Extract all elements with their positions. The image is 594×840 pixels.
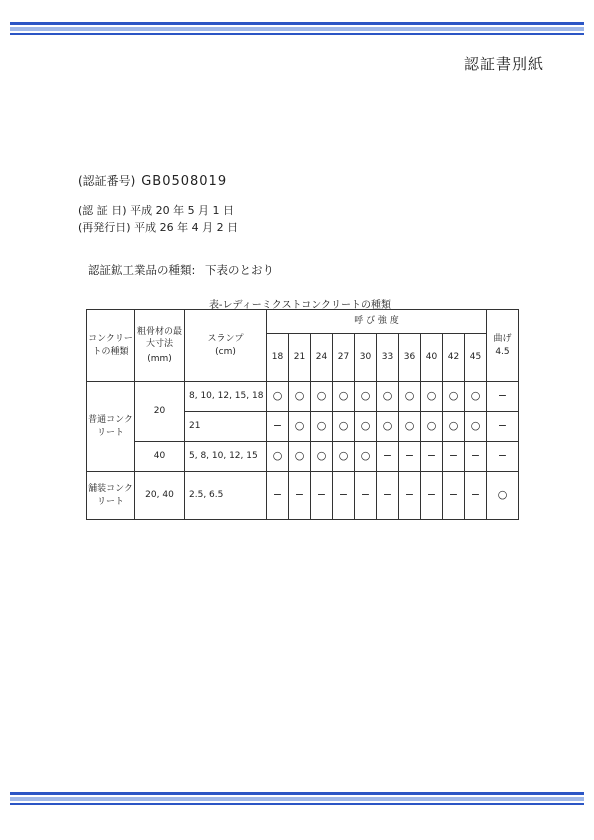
- mark-cell: ○: [289, 412, 311, 442]
- strength-col-header: 36: [399, 334, 421, 382]
- mark-cell: ○: [443, 382, 465, 412]
- mark-cell: ○: [421, 412, 443, 442]
- mark-cell: −: [443, 442, 465, 472]
- header-max-aggregate: [135, 310, 185, 382]
- product-type-label: 認証鉱工業品の種類:: [88, 263, 196, 277]
- mark-cell: ○: [311, 382, 333, 412]
- reissue-date-label: (再発行日): [78, 221, 131, 234]
- table-row: [87, 382, 519, 412]
- mark-cell: −: [267, 412, 289, 442]
- product-type-value: 下表のとおり: [205, 263, 275, 277]
- header-slump-unit: (cm): [215, 346, 236, 357]
- header-slump: [185, 310, 267, 382]
- strength-col-header: 42: [443, 334, 465, 382]
- mark-cell: −: [399, 472, 421, 520]
- reissue-date-value: 平成 26 年 4 月 2 日: [134, 221, 239, 234]
- mark-cell: −: [443, 472, 465, 520]
- mark-cell: ○: [355, 412, 377, 442]
- mark-cell: ○: [311, 442, 333, 472]
- reissue-date: [78, 219, 238, 235]
- mark-cell: −: [377, 442, 399, 472]
- certification-date-label: (認 証 日): [78, 204, 127, 217]
- certificate-number-value: GB0508019: [141, 174, 228, 189]
- mark-cell: ○: [377, 412, 399, 442]
- mark-cell: ○: [465, 382, 487, 412]
- mark-cell: −: [267, 472, 289, 520]
- certificate-number-label: (認証番号): [78, 174, 136, 188]
- header-nominal-strength: 呼 び 強 度: [267, 310, 487, 334]
- mark-cell: −: [399, 442, 421, 472]
- mark-cell: ○: [355, 382, 377, 412]
- concrete-types-table: [86, 309, 519, 520]
- mark-cell: ○: [355, 442, 377, 472]
- mark-cell: ○: [333, 412, 355, 442]
- certification-date-value: 平成 20 年 5 月 1 日: [130, 204, 235, 217]
- table-title: 表-レディーミクストコンクリートの種類: [208, 300, 392, 311]
- mark-cell: −: [311, 472, 333, 520]
- header-flexural-label: 曲げ: [493, 334, 512, 345]
- header-flexural-value: 4.5: [495, 346, 510, 357]
- document-title: 認証書別紙: [463, 55, 544, 73]
- aggregate-cell: 20, 40: [135, 472, 185, 520]
- aggregate-cell: 20: [135, 382, 185, 442]
- table-row: [87, 472, 519, 520]
- mark-cell: ○: [487, 472, 519, 520]
- mark-cell: ○: [311, 412, 333, 442]
- header-max-aggregate-unit: (mm): [147, 353, 172, 364]
- mark-cell: ○: [465, 412, 487, 442]
- bottom-border-band: [10, 792, 584, 805]
- slump-cell: 8, 10, 12, 15, 18: [185, 382, 267, 412]
- mark-cell: −: [465, 442, 487, 472]
- mark-cell: ○: [289, 382, 311, 412]
- mark-cell: −: [487, 442, 519, 472]
- slump-cell: 21: [185, 412, 267, 442]
- mark-cell: −: [465, 472, 487, 520]
- header-max-aggregate-label: 粗骨材の最大寸法: [136, 327, 182, 350]
- mark-cell: ○: [443, 412, 465, 442]
- certification-date: [78, 202, 234, 218]
- strength-col-header: 18: [267, 334, 289, 382]
- product-type: [88, 262, 274, 278]
- mark-cell: −: [421, 442, 443, 472]
- slump-cell: 2.5, 6.5: [185, 472, 267, 520]
- mark-cell: −: [487, 382, 519, 412]
- mark-cell: −: [421, 472, 443, 520]
- mark-cell: −: [355, 472, 377, 520]
- strength-col-header: 27: [333, 334, 355, 382]
- top-border-band: [10, 22, 584, 35]
- mark-cell: −: [333, 472, 355, 520]
- mark-cell: ○: [377, 382, 399, 412]
- strength-col-header: 40: [421, 334, 443, 382]
- mark-cell: ○: [333, 442, 355, 472]
- header-concrete-type: コンクリートの種類: [87, 310, 135, 382]
- mark-cell: ○: [399, 382, 421, 412]
- header-flexural: [487, 310, 519, 382]
- mark-cell: −: [377, 472, 399, 520]
- strength-col-header: 30: [355, 334, 377, 382]
- strength-col-header: 33: [377, 334, 399, 382]
- group-normal-concrete: 普通コンクリート: [87, 382, 135, 472]
- mark-cell: −: [487, 412, 519, 442]
- mark-cell: ○: [333, 382, 355, 412]
- aggregate-cell: 40: [135, 442, 185, 472]
- mark-cell: ○: [267, 382, 289, 412]
- mark-cell: ○: [267, 442, 289, 472]
- strength-col-header: 21: [289, 334, 311, 382]
- certificate-number: [78, 172, 227, 189]
- mark-cell: ○: [421, 382, 443, 412]
- group-pavement-concrete: 舗装コンクリート: [87, 472, 135, 520]
- strength-col-header: 45: [465, 334, 487, 382]
- header-slump-label: スランプ: [207, 334, 244, 345]
- mark-cell: −: [289, 472, 311, 520]
- table-row: [87, 442, 519, 472]
- mark-cell: ○: [399, 412, 421, 442]
- slump-cell: 5, 8, 10, 12, 15: [185, 442, 267, 472]
- strength-col-header: 24: [311, 334, 333, 382]
- mark-cell: ○: [289, 442, 311, 472]
